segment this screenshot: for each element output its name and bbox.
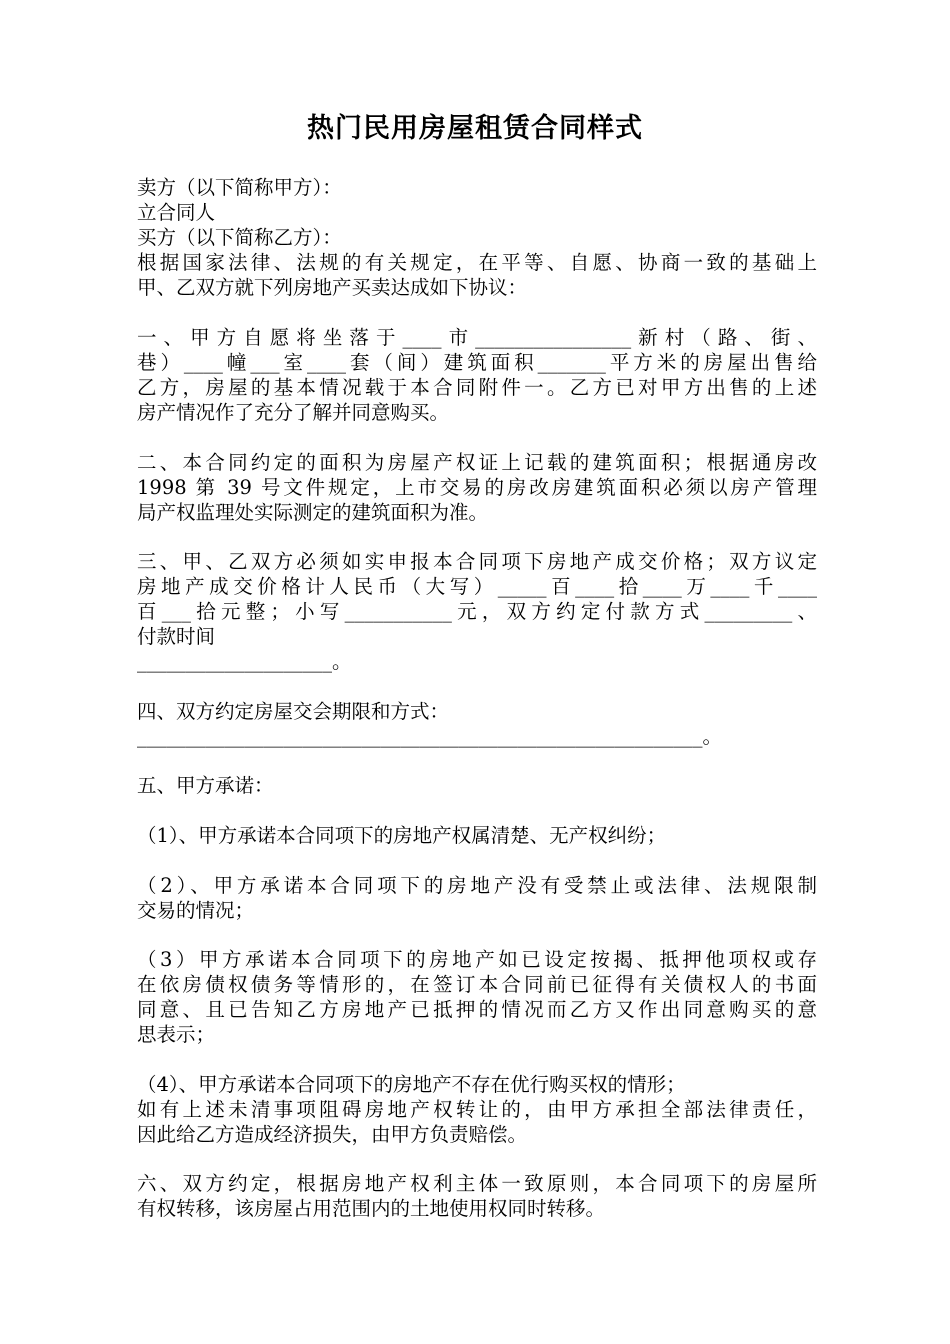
text-line: 巷）____幢___室____套（间）建筑面积_______平方米的房屋出售给 <box>137 351 817 374</box>
text-line: （3）甲方承诺本合同项下的房地产如已设定按揭、抵押他项权或存 <box>137 948 817 971</box>
text-line: 交易的情况； <box>137 899 255 922</box>
text-line: 思表示； <box>137 1023 216 1046</box>
text-line: 六、双方约定，根据房地产权利主体一致原则，本合同项下的房屋所 <box>137 1172 817 1195</box>
text-line: 买方（以下简称乙方）： <box>137 226 342 249</box>
text-line: 甲、乙双方就下列房地产买卖达成如下协议： <box>137 276 528 299</box>
text-line: ____________________。 <box>137 650 352 673</box>
text-line: 二、本合同约定的面积为房屋产权证上记载的建筑面积；根据通房改 <box>137 451 817 474</box>
text-line: （2）、甲方承诺本合同项下的房地产没有受禁止或法律、法规限制 <box>137 874 817 897</box>
text-line: 根据国家法律、法规的有关规定，在平等、自愿、协商一致的基础上 <box>137 251 817 274</box>
text-line: 局产权监理处实际测定的建筑面积为准。 <box>137 501 489 524</box>
text-line: 有权转移，该房屋占用范围内的土地使用权同时转移。 <box>137 1197 606 1220</box>
text-line: 同意、且已告知乙方房地产已抵押的情况而乙方又作出同意购买的意 <box>137 998 817 1021</box>
text-line: 付款时间 <box>137 625 216 648</box>
text-line: 如有上述未清事项阻碍房地产权转让的，由甲方承担全部法律责任， <box>137 1098 817 1121</box>
text-line: 卖方（以下简称甲方）： <box>137 176 342 199</box>
text-line: 百___拾元整；小写___________元，双方约定付款方式_________、 <box>137 600 817 623</box>
text-line: （4）、甲方承诺本合同项下的房地产不存在优行购买权的情形； <box>137 1073 686 1096</box>
text-line: 五、甲方承诺： <box>137 774 274 797</box>
text-line: （1）、甲方承诺本合同项下的房地产权属清楚、无产权纠纷； <box>137 824 667 847</box>
text-line: 房产情况作了充分了解并同意购买。 <box>137 401 450 424</box>
text-line: __________________________________________________________。 <box>137 725 722 748</box>
text-line: 乙方，房屋的基本情况载于本合同附件一。乙方已对甲方出售的上述 <box>137 376 817 399</box>
text-line: 三、甲、乙双方必须如实申报本合同项下房地产成交价格；双方议定 <box>137 550 817 573</box>
text-line: 因此给乙方造成经济损失，由甲方负责赔偿。 <box>137 1123 528 1146</box>
document-title: 热门民用房屋租赁合同样式 <box>307 113 643 144</box>
text-line: 四、双方约定房屋交会期限和方式： <box>137 700 450 723</box>
text-line: 一、甲方自愿将坐落于____市________________新村（路、街、 <box>137 326 817 349</box>
text-line: 1998 第 39 号文件规定，上市交易的房改房建筑面积必须以房产管理 <box>137 476 817 499</box>
text-line: 房地产成交价格计人民币（大写）_____百____拾____万____千____ <box>137 575 817 598</box>
text-line: 立合同人 <box>137 201 216 224</box>
text-line: 在依房债权债务等情形的，在签订本合同前已征得有关债权人的书面 <box>137 973 817 996</box>
